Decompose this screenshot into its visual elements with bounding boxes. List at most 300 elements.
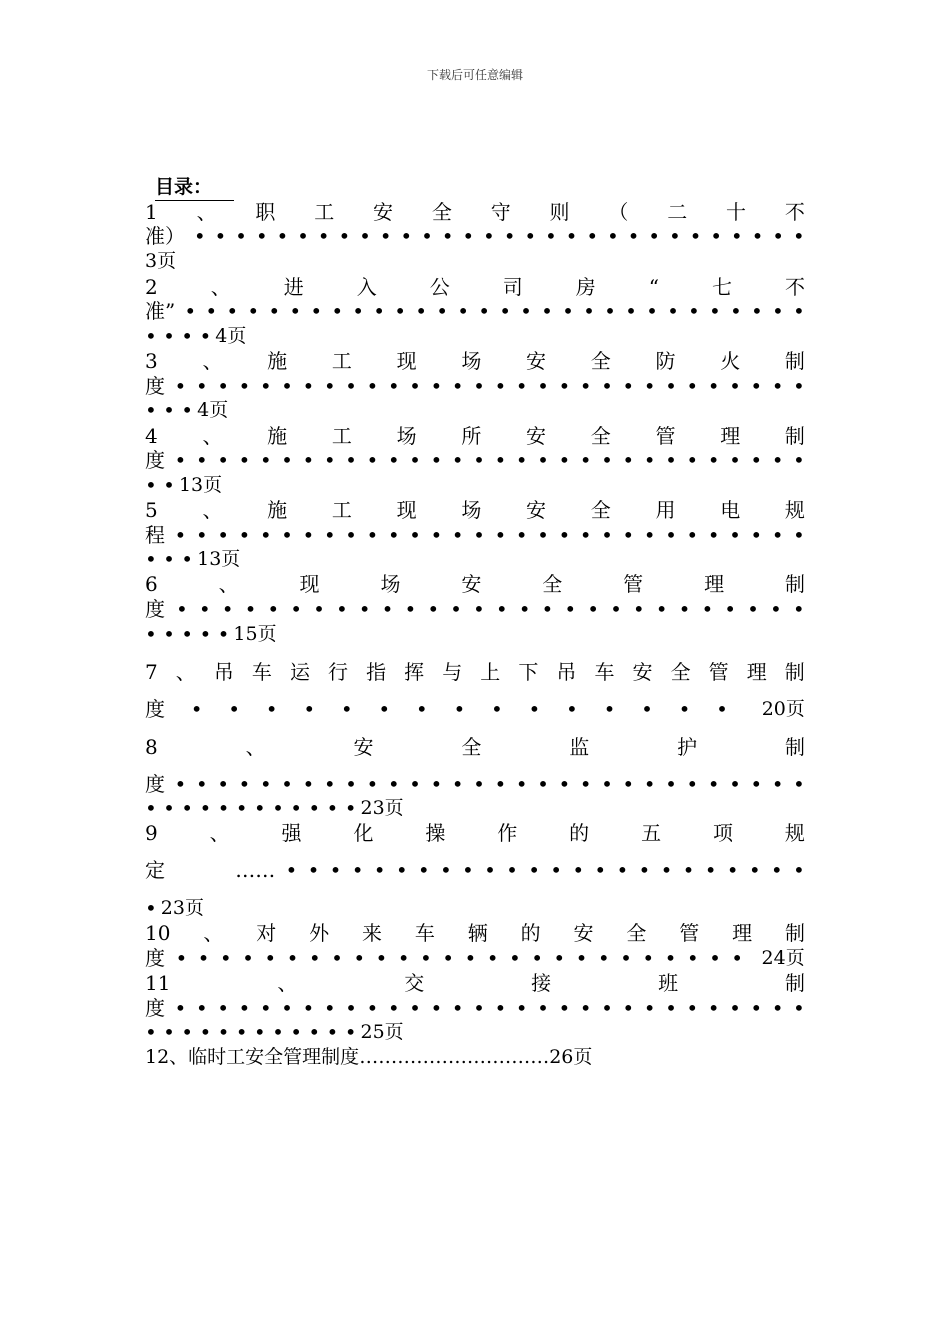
toc-entry-heading <box>145 971 805 996</box>
leader-dot: • <box>625 299 637 323</box>
toc-entry-char: 、 <box>245 735 266 759</box>
toc-entry-char: 、 <box>277 971 298 995</box>
toc-entry-page: 23页 <box>160 897 204 919</box>
leader-dot: • <box>664 946 677 970</box>
toc-entry-heading <box>145 821 805 846</box>
leader-dot: • <box>331 946 343 970</box>
leader-dot: • <box>678 697 691 721</box>
leader-dot: • <box>379 224 392 248</box>
leader-dot: • <box>704 858 717 882</box>
toc-entry-heading <box>145 349 805 374</box>
leader-dot: • <box>366 523 379 547</box>
leader-dots: • <box>145 896 157 920</box>
leader-dot: • <box>515 448 528 472</box>
leader-dot: • <box>750 448 763 472</box>
toc-entry-char: 全 <box>431 200 452 224</box>
toc-entry-char: 制 <box>784 660 805 684</box>
leader-dot: • <box>259 448 272 472</box>
leader-dot: • <box>494 374 507 398</box>
leader-dot: • <box>400 224 413 248</box>
toc-entry-char: 管 <box>679 921 700 945</box>
toc-entry-char: 规 <box>784 498 805 522</box>
toc-entry-char: 现 <box>299 572 320 596</box>
leader-dot: • <box>415 299 428 323</box>
leader-dot: • <box>643 523 656 547</box>
toc-entry-char: 场 <box>461 349 482 373</box>
leader-dots: • • • <box>145 547 194 571</box>
toc-entry-char: 吊 <box>556 660 577 684</box>
leader-dot: • <box>769 597 782 621</box>
toc-entry-char: 、 <box>202 349 223 373</box>
leader-dot: • <box>317 224 330 248</box>
toc-entry-char: 6 <box>145 572 158 596</box>
leader-dot: • <box>247 299 260 323</box>
leader-dot: • <box>792 224 805 248</box>
leader-dot: • <box>668 224 681 248</box>
leader-dot: • <box>462 858 474 882</box>
toc-entry-char: 3 <box>145 349 158 373</box>
toc-entry-char: 全 <box>670 660 691 684</box>
leader-dot: • <box>495 597 508 621</box>
toc-entry-char: 公 <box>429 275 450 299</box>
leader-dot: • <box>486 946 499 970</box>
toc-entry-char: 五 <box>641 821 662 845</box>
leader-dot: • <box>665 996 677 1020</box>
leader-dot: • <box>259 523 272 547</box>
leader-dot: • <box>366 996 379 1020</box>
leader-dot: • <box>792 597 805 621</box>
leader-dots: • • • • • • • • • • • • <box>145 1020 357 1044</box>
toc-entry-char: 度 <box>145 946 165 970</box>
leader-dot: • <box>686 523 699 547</box>
leader-dot: • <box>751 299 763 323</box>
toc-entry-char: 项 <box>712 821 733 845</box>
leader-dot: • <box>264 946 277 970</box>
toc-entry-page: 24页 <box>761 947 805 969</box>
toc-entry-char: 电 <box>720 498 741 522</box>
leader-dot: • <box>255 224 268 248</box>
toc-entry-char: 现 <box>396 349 417 373</box>
leader-dot: • <box>726 858 739 882</box>
leader-dot: • <box>228 697 241 721</box>
toc-entry-leader-line <box>145 946 805 971</box>
leader-dot: • <box>793 374 805 398</box>
leader-dot: • <box>190 697 203 721</box>
leader-dot: • <box>457 299 470 323</box>
leader-dot: • <box>259 374 272 398</box>
leader-dot: • <box>638 858 651 882</box>
leader-dot: • <box>238 523 251 547</box>
toc-entry-char: 度 <box>145 772 165 796</box>
leader-dot: • <box>290 597 303 621</box>
leader-dot: • <box>730 299 742 323</box>
toc-entry-char: 定 <box>145 858 165 882</box>
leader-dot: • <box>345 523 357 547</box>
leader-dot: • <box>648 224 661 248</box>
leader-dot: • <box>395 858 408 882</box>
toc-entry-char: 二 <box>667 200 688 224</box>
toc-entry-char: 强 <box>281 821 302 845</box>
leader-dot: • <box>174 996 187 1020</box>
toc-entry-page: 13页 <box>178 474 223 496</box>
leader-dot: • <box>566 697 578 721</box>
leader-dot: • <box>594 858 607 882</box>
leader-dot: • <box>378 697 391 721</box>
toc-entry-char: 吊 <box>213 660 234 684</box>
leader-dot: • <box>528 858 541 882</box>
leader-dot: • <box>302 374 315 398</box>
leader-dot: • <box>373 858 386 882</box>
leader-dot: • <box>622 448 635 472</box>
toc-entry-page: 25页 <box>360 1021 404 1043</box>
leader-dot: • <box>238 772 251 796</box>
leader-dot: • <box>174 374 187 398</box>
leader-dot: • <box>686 448 699 472</box>
toc-entry-char: 度 <box>145 374 165 398</box>
leader-dot: • <box>520 299 532 323</box>
leader-dot: • <box>226 299 239 323</box>
leader-dot: • <box>707 523 720 547</box>
toc-entry-char: 对 <box>256 921 277 945</box>
leader-dot: • <box>450 597 462 621</box>
toc-entry-heading <box>145 572 805 597</box>
leader-dot: • <box>771 374 784 398</box>
leader-dot: • <box>310 299 323 323</box>
toc-entry-char: 班 <box>658 971 679 995</box>
leader-dot: • <box>451 448 464 472</box>
toc-entry-page: 13页 <box>197 548 241 570</box>
leader-dot: • <box>323 772 336 796</box>
leader-dot: • <box>307 858 320 882</box>
toc-entry-char: 、 <box>210 275 231 299</box>
leader-dot: • <box>792 858 805 882</box>
leader-dots: • • • • <box>145 324 212 348</box>
leader-dot: • <box>366 448 379 472</box>
leader-dot: • <box>515 374 528 398</box>
leader-dot: • <box>195 772 208 796</box>
leader-dot: • <box>686 996 699 1020</box>
leader-dot: • <box>281 772 293 796</box>
toc-entry-char: 准” <box>145 299 176 323</box>
leader-dot: • <box>417 858 430 882</box>
leader-dot: • <box>575 946 588 970</box>
leader-dot: • <box>308 946 321 970</box>
leader-dot: • <box>515 523 528 547</box>
leader-dot: • <box>587 597 600 621</box>
leader-dot: • <box>176 597 188 621</box>
toc-entry-page-line <box>145 796 805 821</box>
toc-entry-char: 施 <box>267 498 288 522</box>
leader-dot: • <box>606 224 619 248</box>
leader-dot: • <box>473 996 485 1020</box>
toc-entry-char: 8 <box>145 735 158 759</box>
leader-dot: • <box>259 772 272 796</box>
toc-entry-char: 场 <box>380 572 401 596</box>
leader-dot: • <box>724 597 737 621</box>
toc-entry-heading <box>145 660 805 685</box>
toc-entry-char: 安 <box>573 921 594 945</box>
leader-dot: • <box>583 299 595 323</box>
leader-dot: • <box>490 697 503 721</box>
leader-dot: • <box>729 523 741 547</box>
leader-dot: • <box>537 523 549 547</box>
toc-entry-page-line <box>145 896 805 921</box>
leader-dot: • <box>197 946 210 970</box>
leader-dot: • <box>610 597 622 621</box>
toc-entry-char: （ <box>608 200 629 224</box>
leader-dot: • <box>729 772 741 796</box>
leader-dot: • <box>464 946 477 970</box>
toc-entry-char: 职 <box>255 200 276 224</box>
leader-dot: • <box>331 299 344 323</box>
leader-dot: • <box>579 772 592 796</box>
toc-entry-char: 管 <box>708 660 729 684</box>
leader-dot: • <box>302 448 315 472</box>
leader-dot: • <box>689 224 702 248</box>
leader-dot: • <box>387 772 400 796</box>
leader-dot: • <box>665 374 677 398</box>
toc-entry-char: 1 <box>145 200 158 224</box>
leader-dot: • <box>353 946 366 970</box>
toc-entry-char: 挥 <box>404 660 425 684</box>
toc-entry-char: 进 <box>283 275 304 299</box>
leader-dot: • <box>451 523 464 547</box>
toc-entry-char: 与 <box>442 660 463 684</box>
toc-title: 目录： <box>155 174 234 201</box>
toc-entry-heading <box>145 275 805 300</box>
leader-dot: • <box>289 299 302 323</box>
toc-entry-char: 十 <box>726 200 747 224</box>
leader-dot: • <box>276 224 289 248</box>
toc-entry-leader-line <box>145 772 805 797</box>
leader-dot: • <box>297 224 309 248</box>
toc-entry-char: 度 <box>145 448 165 472</box>
leader-dot: • <box>430 448 443 472</box>
leader-dot: • <box>686 946 699 970</box>
leader-dot: • <box>579 996 592 1020</box>
toc-entry-leader-line <box>145 299 805 324</box>
leader-dot: • <box>366 772 379 796</box>
leader-dot: • <box>793 996 805 1020</box>
toc-entry-char: 入 <box>356 275 377 299</box>
leader-dot: • <box>281 996 293 1020</box>
leader-dot: • <box>323 523 336 547</box>
leader-dot: • <box>770 858 783 882</box>
leader-dot: • <box>793 523 805 547</box>
toc-entry-page: 3页 <box>145 250 177 272</box>
toc-entry-char: 外 <box>309 921 330 945</box>
leader-dot: • <box>404 597 417 621</box>
leader-dot: • <box>601 772 613 796</box>
toc-entry-char: 、 <box>175 660 196 684</box>
leader-dot: • <box>259 996 272 1020</box>
leader-dot: • <box>478 299 490 323</box>
toc-entry-char: 下 <box>518 660 539 684</box>
toc-entry-char: 规 <box>784 821 805 845</box>
leader-dot: • <box>558 996 571 1020</box>
leader-dot: • <box>632 597 645 621</box>
toc-entry-char: 火 <box>720 349 741 373</box>
toc-entry-char: 制 <box>784 349 805 373</box>
leader-dot: • <box>494 448 507 472</box>
leader-dot: • <box>235 224 247 248</box>
leader-dot: • <box>771 448 784 472</box>
leader-dot: • <box>302 996 315 1020</box>
leader-dot: • <box>601 523 613 547</box>
leader-dot: • <box>409 523 421 547</box>
toc-entry-char: 守 <box>490 200 511 224</box>
leader-dot: • <box>688 299 700 323</box>
leader-dot: • <box>792 299 805 323</box>
leader-dot: • <box>537 374 549 398</box>
toc-entry-char: 司 <box>502 275 523 299</box>
leader-dot: • <box>174 448 187 472</box>
leader-dot: • <box>558 374 571 398</box>
toc-entry-char: 防 <box>655 349 676 373</box>
leader-dot: • <box>409 374 421 398</box>
leader-dot: • <box>503 224 516 248</box>
leader-dot: • <box>771 523 784 547</box>
toc-entry-char: 工 <box>331 498 352 522</box>
toc-entry-char: 上 <box>480 660 501 684</box>
leader-dot: • <box>665 448 677 472</box>
leader-dot: • <box>442 946 455 970</box>
leader-dot: • <box>175 946 188 970</box>
leader-dot: • <box>345 772 357 796</box>
toc-entry-char: 全 <box>590 424 611 448</box>
toc-entry-char: 来 <box>361 921 382 945</box>
toc-entry-char: 制 <box>784 735 805 759</box>
leader-dot: • <box>359 224 371 248</box>
toc-entry-leader-line <box>145 523 805 548</box>
toc-entry-char: 、 <box>218 572 239 596</box>
leader-dot: • <box>285 858 298 882</box>
leader-dot: • <box>351 858 364 882</box>
leader-dot: • <box>453 697 466 721</box>
leader-dot: • <box>541 597 554 621</box>
leader-dot: • <box>643 374 656 398</box>
leader-dot: • <box>217 772 229 796</box>
leader-dot: • <box>473 523 485 547</box>
leader-dot: • <box>729 374 741 398</box>
leader-dot: • <box>641 697 653 721</box>
leader-dot: • <box>217 374 229 398</box>
leader-dot: • <box>707 996 720 1020</box>
leader-dot: • <box>195 996 208 1020</box>
leader-dot: • <box>345 448 357 472</box>
leader-dot: • <box>242 946 254 970</box>
leader-dot: • <box>303 697 316 721</box>
toc-entry-char: 度 <box>145 996 165 1020</box>
leader-dot: • <box>174 772 187 796</box>
leader-dot: • <box>508 946 521 970</box>
toc-entry-page: 23页 <box>360 797 404 819</box>
leader-dot: • <box>771 772 784 796</box>
leader-dot: • <box>707 374 720 398</box>
toc-entry-char: 、 <box>196 200 217 224</box>
leader-dot: • <box>586 224 599 248</box>
leader-dot: • <box>558 448 571 472</box>
toc-entry-heading <box>145 498 805 523</box>
toc-entry-char: 、 <box>202 424 223 448</box>
toc-entry-char: 操 <box>425 821 446 845</box>
leader-dot: • <box>409 996 421 1020</box>
leader-dot: • <box>710 224 723 248</box>
leader-dot: • <box>494 772 507 796</box>
leader-dot: • <box>184 299 197 323</box>
leader-dot: • <box>579 523 592 547</box>
leader-dot: • <box>601 996 613 1020</box>
toc-entry-char: 作 <box>497 821 518 845</box>
leader-dot: • <box>221 597 234 621</box>
leader-dot: • <box>558 772 571 796</box>
leader-dot: • <box>572 858 585 882</box>
leader-dot: • <box>642 946 655 970</box>
toc-entry-leader: ………………………… <box>359 1046 550 1068</box>
toc-entry-char: 理 <box>746 660 767 684</box>
leader-dot: • <box>436 299 449 323</box>
leader-dot: • <box>195 448 208 472</box>
leader-dot: • <box>750 374 763 398</box>
toc-entry-char: “ <box>648 275 659 299</box>
toc-entry-char: 安 <box>353 735 374 759</box>
toc-entry-leader-line <box>145 597 805 622</box>
toc-entry-char: 运 <box>289 660 310 684</box>
toc-entry-char: 理 <box>732 921 753 945</box>
leader-dot: • <box>451 996 464 1020</box>
leader-dot: • <box>646 299 658 323</box>
leader-dot: • <box>499 299 511 323</box>
leader-dot: • <box>195 374 208 398</box>
toc-entry-char: 工 <box>331 349 352 373</box>
leader-dot: • <box>238 374 251 398</box>
leader-dot: • <box>358 597 371 621</box>
leader-dot: • <box>217 996 229 1020</box>
leader-dot: • <box>620 946 632 970</box>
leader-dot: • <box>373 299 386 323</box>
leader-dot: • <box>565 224 578 248</box>
leader-dot: • <box>686 374 699 398</box>
toc-entry-char: 七 <box>711 275 732 299</box>
leader-dot: • <box>665 523 677 547</box>
leader-dot: • <box>678 597 691 621</box>
toc-entry-ellipsis: …… <box>235 858 276 882</box>
leader-dot: • <box>707 448 720 472</box>
toc-entry-heading <box>145 424 805 449</box>
leader-dot: • <box>494 523 507 547</box>
leader-dot: • <box>329 858 342 882</box>
leader-dot: • <box>381 597 394 621</box>
toc-entry-char: 度 <box>145 597 165 621</box>
toc-entry-char: 安 <box>373 200 394 224</box>
leader-dot: • <box>622 523 635 547</box>
toc-entry-char: 全 <box>626 921 647 945</box>
leader-dot: • <box>375 946 388 970</box>
leader-dot: • <box>409 772 421 796</box>
leader-dot: • <box>427 597 440 621</box>
leader-dot: • <box>340 697 353 721</box>
leader-dot: • <box>366 374 379 398</box>
leader-dot: • <box>302 523 315 547</box>
leader-dot: • <box>579 374 592 398</box>
leader-dot: • <box>655 597 668 621</box>
leader-dot: • <box>597 946 610 970</box>
toc-entry-page-line <box>145 473 805 498</box>
toc-entry-char: 接 <box>531 971 552 995</box>
leader-dot: • <box>420 946 432 970</box>
toc-entry-12[interactable] <box>145 1045 592 1070</box>
toc-entry-char: 行 <box>328 660 349 684</box>
